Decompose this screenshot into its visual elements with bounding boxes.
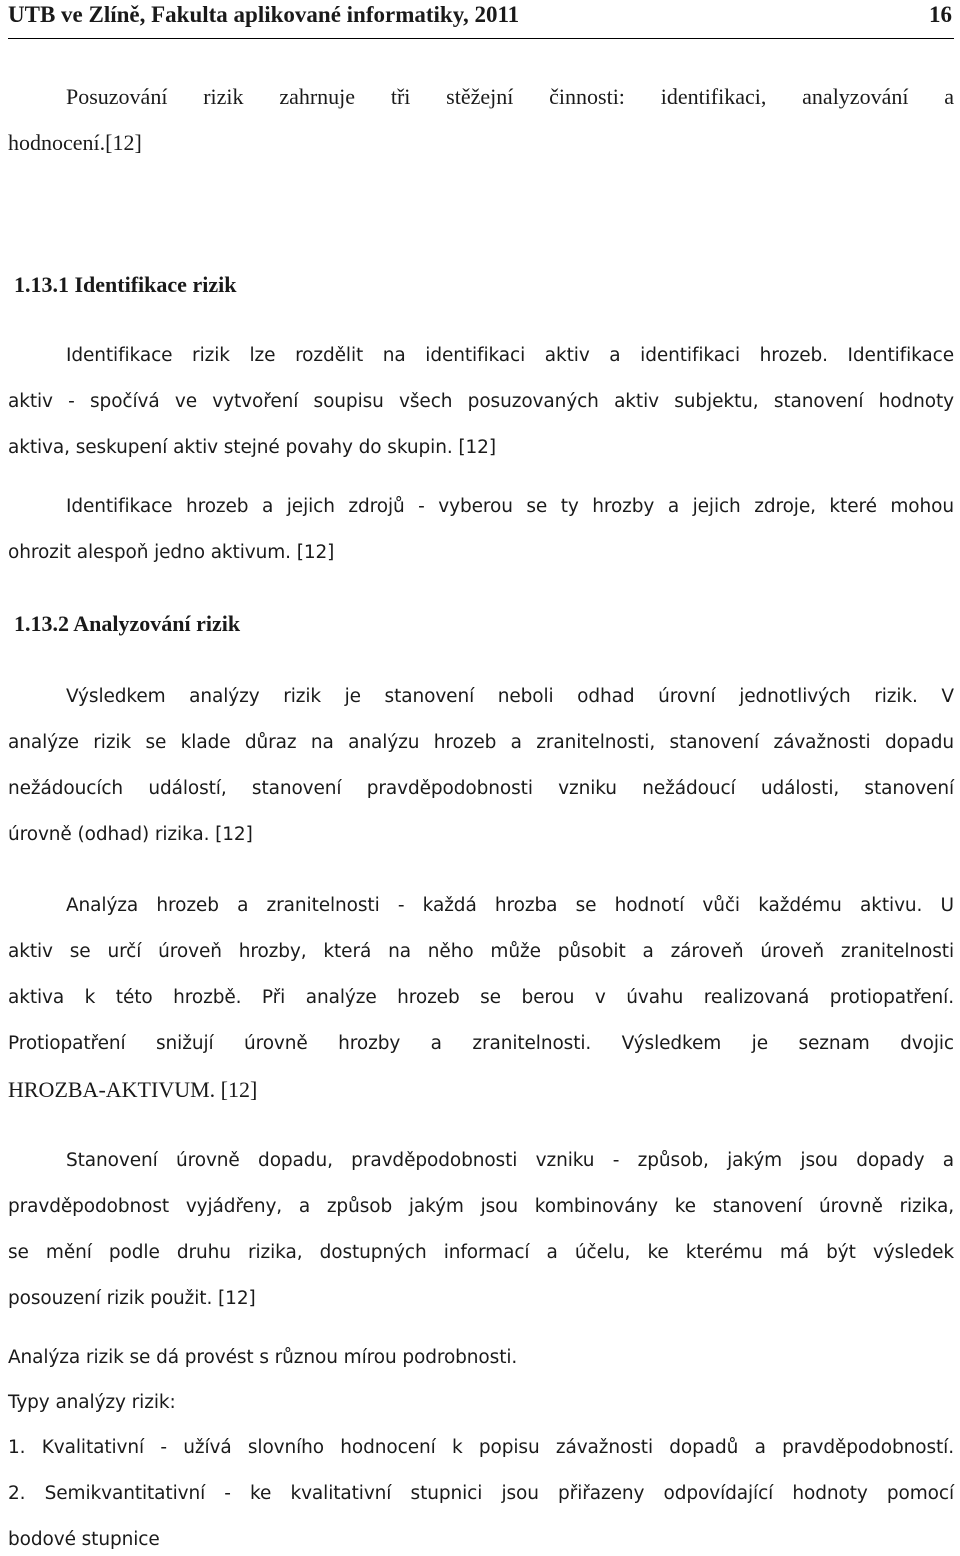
- section-heading: 1.13.2 Analyzování rizik: [14, 611, 241, 636]
- text-line: pravděpodobnost vyjádřeny, a způsob jakým jsou kombinovány ke stanovení úrovně rizika,: [8, 1196, 954, 1217]
- list-item: 2. Semikvantitativní - ke kvalitativní stupnici jsou přiřazeny odpovídající hodnoty pomocí: [8, 1483, 954, 1504]
- text-line: Typy analýzy rizik:: [8, 1392, 176, 1413]
- text-line: aktiva, seskupení aktiv stejné povahy do skupin. [12]: [8, 437, 496, 458]
- text-line: analýze rizik se klade důraz na analýzu hrozeb a zranitelnosti, stanovení závažnosti dopadu: [8, 732, 954, 753]
- page-number: 16: [929, 2, 952, 27]
- text-line: Analýza hrozeb a zranitelnosti - každá hrozba se hodnotí vůči každému aktivu. U: [66, 895, 954, 916]
- text-line: hodnocení.[12]: [8, 130, 142, 155]
- text-line: aktiv - spočívá ve vytvoření soupisu všech posuzovaných aktiv subjektu, stanovení hodnoty: [8, 391, 954, 412]
- text-line: se mění podle druhu rizika, dostupných informací a účelu, ke kterému má být výsledek: [8, 1242, 954, 1263]
- header-title: UTB ve Zlíně, Fakulta aplikované informatiky, 2011: [8, 2, 520, 27]
- text-line: Protiopatření snižují úrovně hrozby a zranitelnosti. Výsledkem je seznam dvojic: [8, 1033, 954, 1054]
- list-item: 1. Kvalitativní - užívá slovního hodnocení k popisu závažnosti dopadů a pravděpodobností.: [8, 1437, 954, 1458]
- text-line: Stanovení úrovně dopadu, pravděpodobnosti vzniku - způsob, jakým jsou dopady a: [66, 1150, 954, 1171]
- text-line: Identifikace rizik lze rozdělit na identifikaci aktiv a identifikaci hrozeb. Identifikace: [66, 345, 954, 366]
- text-line: aktiv se určí úroveň hrozby, která na něho může působit a zároveň úroveň zranitelnosti: [8, 941, 954, 962]
- text-line: bodové stupnice: [8, 1529, 160, 1550]
- text-line: ohrozit alespoň jedno aktivum. [12]: [8, 542, 335, 563]
- text-line: Analýza rizik se dá provést s různou mírou podrobnosti.: [8, 1347, 518, 1368]
- text-line: Výsledkem analýzy rizik je stanovení neboli odhad úrovní jednotlivých rizik. V: [66, 686, 954, 707]
- text-line: HROZBA-AKTIVUM. [12]: [8, 1077, 258, 1102]
- text-line: Posuzování rizik zahrnuje tři stěžejní činnosti: identifikaci, analyzování a: [66, 84, 954, 109]
- text-line: aktiva k této hrozbě. Při analýze hrozeb se berou v úvahu realizovaná protiopatření.: [8, 987, 954, 1008]
- text-line: posouzení rizik použit. [12]: [8, 1288, 256, 1309]
- section-heading: 1.13.1 Identifikace rizik: [14, 272, 237, 297]
- text-line: úrovně (odhad) rizika. [12]: [8, 824, 253, 845]
- text-line: Identifikace hrozeb a jejich zdrojů - vyberou se ty hrozby a jejich zdroje, které mohou: [66, 496, 954, 517]
- page-header: [8, 0, 954, 39]
- text-line: nežádoucích událostí, stanovení pravděpodobnosti vzniku nežádoucí události, stanovení: [8, 778, 954, 799]
